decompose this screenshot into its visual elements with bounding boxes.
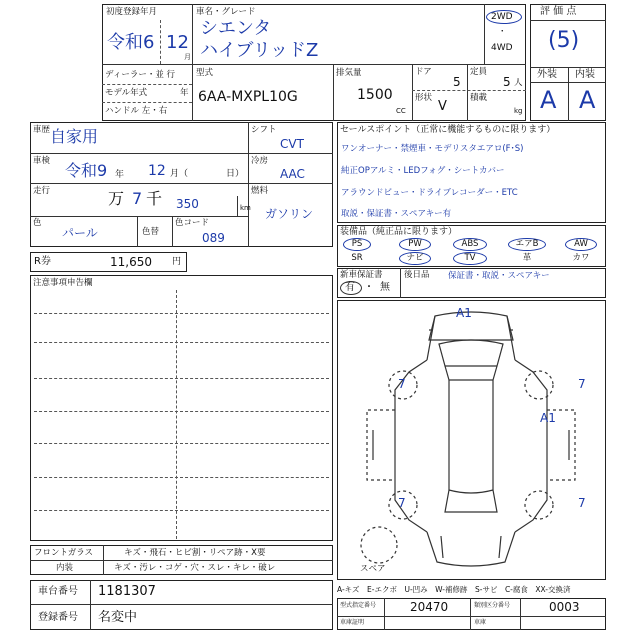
- divider: [484, 4, 485, 64]
- reg-month: 12: [166, 32, 189, 53]
- tire-icon: [361, 371, 553, 563]
- drive-2wd: 2WD: [491, 12, 513, 22]
- inspection-label: 車検: [33, 156, 51, 166]
- recycle-label: R券: [34, 256, 51, 267]
- loading-label: 積載: [470, 93, 488, 103]
- equip-abs: ABS: [461, 239, 479, 249]
- equip-pw: PW: [408, 239, 422, 249]
- warranty-yes: 有: [345, 282, 355, 293]
- divider: [384, 598, 385, 630]
- damage-mark-tire-rr: 7: [578, 496, 586, 510]
- type-cert-value: 20470: [410, 600, 449, 614]
- warranty-dot: ・: [364, 282, 374, 293]
- divider: [34, 411, 329, 412]
- category-value: 0003: [549, 600, 580, 614]
- fuel-label: 燃料: [251, 186, 269, 196]
- damage-mark-tire-rl: 7: [398, 496, 406, 510]
- warranty-label: 新車保証書: [340, 270, 383, 280]
- divider: [237, 196, 238, 216]
- color-code-label: 色コード: [175, 218, 210, 228]
- dealer-label: ディーラー・並 行: [105, 70, 176, 80]
- divider: [102, 64, 526, 65]
- type-label: 型式: [196, 68, 214, 78]
- cc-unit: CC: [396, 107, 406, 115]
- after-value: 保証書・取説・スペアキー: [448, 271, 550, 281]
- displacement-label: 排気量: [336, 68, 362, 78]
- capacity-value: 5: [503, 75, 511, 89]
- shift-label: シフト: [251, 125, 277, 135]
- windshield-label: フロントガラス: [34, 548, 93, 558]
- registration-value: 名変中: [98, 610, 138, 625]
- divider: [176, 290, 177, 539]
- divider: [248, 153, 333, 154]
- kg-unit: kg: [514, 107, 523, 115]
- drive-4wd: 4WD: [491, 43, 513, 53]
- mileage-7: 7: [132, 189, 143, 208]
- interior-row-label: 内装: [56, 563, 74, 573]
- notes-label: 注意事項申告欄: [33, 278, 93, 288]
- equip-tv: TV: [464, 253, 476, 263]
- equipment-label: 装備品（純正品に限ります）: [340, 227, 458, 237]
- damage-mark-front: A1: [456, 306, 472, 320]
- windshield-items: キズ・飛石・ヒビ割・リペア跡・X要: [124, 548, 266, 558]
- divider: [30, 604, 333, 605]
- color-swap-label: 色替: [142, 227, 160, 237]
- divider: [30, 153, 248, 154]
- interior-value: A: [579, 86, 596, 114]
- car-label: 車名・グレード: [196, 7, 256, 17]
- interior-items: キズ・汚レ・コゲ・穴・スレ・キレ・破レ: [114, 563, 276, 573]
- divider: [34, 443, 329, 444]
- recycle-value: 11,650: [110, 255, 152, 269]
- top-info-box: [102, 4, 526, 121]
- capacity-label: 定員: [470, 67, 488, 77]
- divider: [34, 378, 329, 379]
- handle-label: ハンドル 左・右: [105, 106, 168, 116]
- equip-kawa: カワ: [572, 253, 590, 263]
- small-label-2: 車庫: [474, 619, 487, 626]
- ac-label: 冷房: [251, 156, 269, 166]
- divider: [412, 90, 526, 91]
- damage-mark-tire-fr: 7: [578, 377, 586, 391]
- divider: [160, 20, 161, 64]
- divider: [248, 122, 249, 247]
- capacity-unit: 人: [514, 78, 523, 88]
- reg-era: 令和6: [107, 32, 155, 53]
- divider: [470, 598, 471, 630]
- inspection-year-unit: 年: [115, 170, 125, 180]
- usage-label: 車歴: [33, 125, 51, 135]
- mileage-label: 走行: [33, 186, 51, 196]
- divider: [34, 510, 329, 511]
- inspection-month: 12: [148, 163, 166, 179]
- divider: [172, 216, 173, 247]
- divider: [400, 268, 401, 298]
- reg-label: 初度登録年月: [106, 7, 158, 17]
- divider: [467, 64, 468, 121]
- fuel-value: ガソリン: [265, 207, 314, 221]
- divider: [530, 20, 606, 21]
- divider: [30, 183, 248, 184]
- car-name: シエンタ: [200, 18, 272, 39]
- sales-line1: ワンオーナー・禁煙車・モデリスタエアロ(F･S): [341, 144, 524, 154]
- car-grade: ハイブリッドZ: [200, 40, 319, 61]
- spare-label: スペア: [360, 564, 386, 574]
- equip-sr: SR: [351, 253, 363, 263]
- chassis-label: 車台番号: [38, 586, 78, 597]
- car-diagram: [337, 300, 606, 580]
- divider: [568, 67, 569, 121]
- sales-line2: 純正OPアルミ・LEDフォグ・シートカバー: [341, 166, 505, 176]
- divider: [90, 580, 91, 630]
- mileage-man: 万: [108, 189, 125, 208]
- ac-value: AAC: [280, 167, 305, 181]
- color-code-value: 089: [202, 231, 225, 245]
- divider: [34, 313, 329, 314]
- mileage-sen: 千: [146, 189, 163, 208]
- km-unit: km: [240, 204, 251, 212]
- notes-box: [30, 275, 333, 541]
- drive-dot: ・: [498, 27, 507, 37]
- divider: [30, 216, 248, 217]
- chassis-value: 1181307: [98, 584, 156, 599]
- sales-line3: アラウンドビュー・ドライブレコーダー・ETC: [341, 188, 518, 198]
- inspection-day-unit: 日）: [226, 169, 245, 179]
- divider: [34, 477, 329, 478]
- inspection-month-unit: 月（: [170, 169, 189, 179]
- exterior-label: 外装: [537, 69, 557, 80]
- divider: [102, 102, 192, 103]
- divider: [337, 616, 606, 617]
- divider: [412, 64, 413, 121]
- color-value: パール: [62, 226, 98, 240]
- damage-mark-side: A1: [540, 411, 556, 425]
- equip-leather: 革: [522, 253, 532, 263]
- equip-ps: PS: [351, 239, 363, 249]
- damage-mark-tire-fl: 7: [398, 377, 406, 391]
- equip-airb: エアB: [515, 239, 539, 249]
- car-outline-icon: [367, 312, 575, 566]
- type-value: 6AA-MXPL10G: [198, 89, 298, 105]
- shift-value: CVT: [280, 137, 304, 151]
- divider: [333, 64, 334, 121]
- inspection-era: 令和9: [65, 161, 108, 180]
- divider: [30, 560, 333, 561]
- recycle-unit: 円: [172, 257, 182, 267]
- door-label: ドア: [415, 67, 432, 77]
- divider: [520, 598, 521, 630]
- divider: [137, 216, 138, 247]
- reg-month-unit: 月: [184, 53, 191, 61]
- type-cert-label: 型式指定番号: [340, 602, 377, 609]
- registration-label: 登録番号: [38, 612, 78, 623]
- model-year-unit: 年: [180, 88, 189, 98]
- divider: [34, 342, 329, 343]
- door-value: 5: [453, 75, 461, 89]
- grade-label: 評 価 点: [540, 6, 577, 17]
- divider: [103, 545, 104, 575]
- usage-value: 自家用: [50, 127, 99, 146]
- warranty-no: 無: [380, 282, 390, 293]
- divider: [192, 64, 193, 121]
- equip-aw: AW: [574, 239, 588, 249]
- category-label: 類別区分番号: [474, 602, 511, 609]
- divider: [248, 183, 333, 184]
- mileage-350: 350: [176, 197, 199, 211]
- grade-value: (5): [548, 28, 580, 53]
- equip-navi: ナビ: [406, 253, 424, 263]
- divider: [192, 4, 193, 64]
- color-label: 色: [33, 218, 42, 228]
- sales-label: セールスポイント（正常に機能するものに限ります）: [340, 125, 556, 135]
- shape-label: 形状: [415, 93, 433, 103]
- model-year-label: モデル年式: [105, 88, 148, 98]
- divider: [102, 84, 192, 85]
- exterior-value: A: [540, 86, 557, 114]
- shape-value: V: [438, 99, 447, 114]
- small-label-1: 車庫証明: [340, 619, 365, 626]
- sales-line4: 取説・保証書・スペアキー有: [341, 209, 452, 219]
- recycle-box: [30, 252, 187, 272]
- damage-legend: A-キズ E-エクボ U-凹み W-補修跡 S-サビ C-腐食 XX-交換済: [337, 585, 571, 594]
- after-label: 後日品: [404, 270, 430, 280]
- displacement-value: 1500: [357, 87, 393, 103]
- interior-label: 内装: [575, 69, 595, 80]
